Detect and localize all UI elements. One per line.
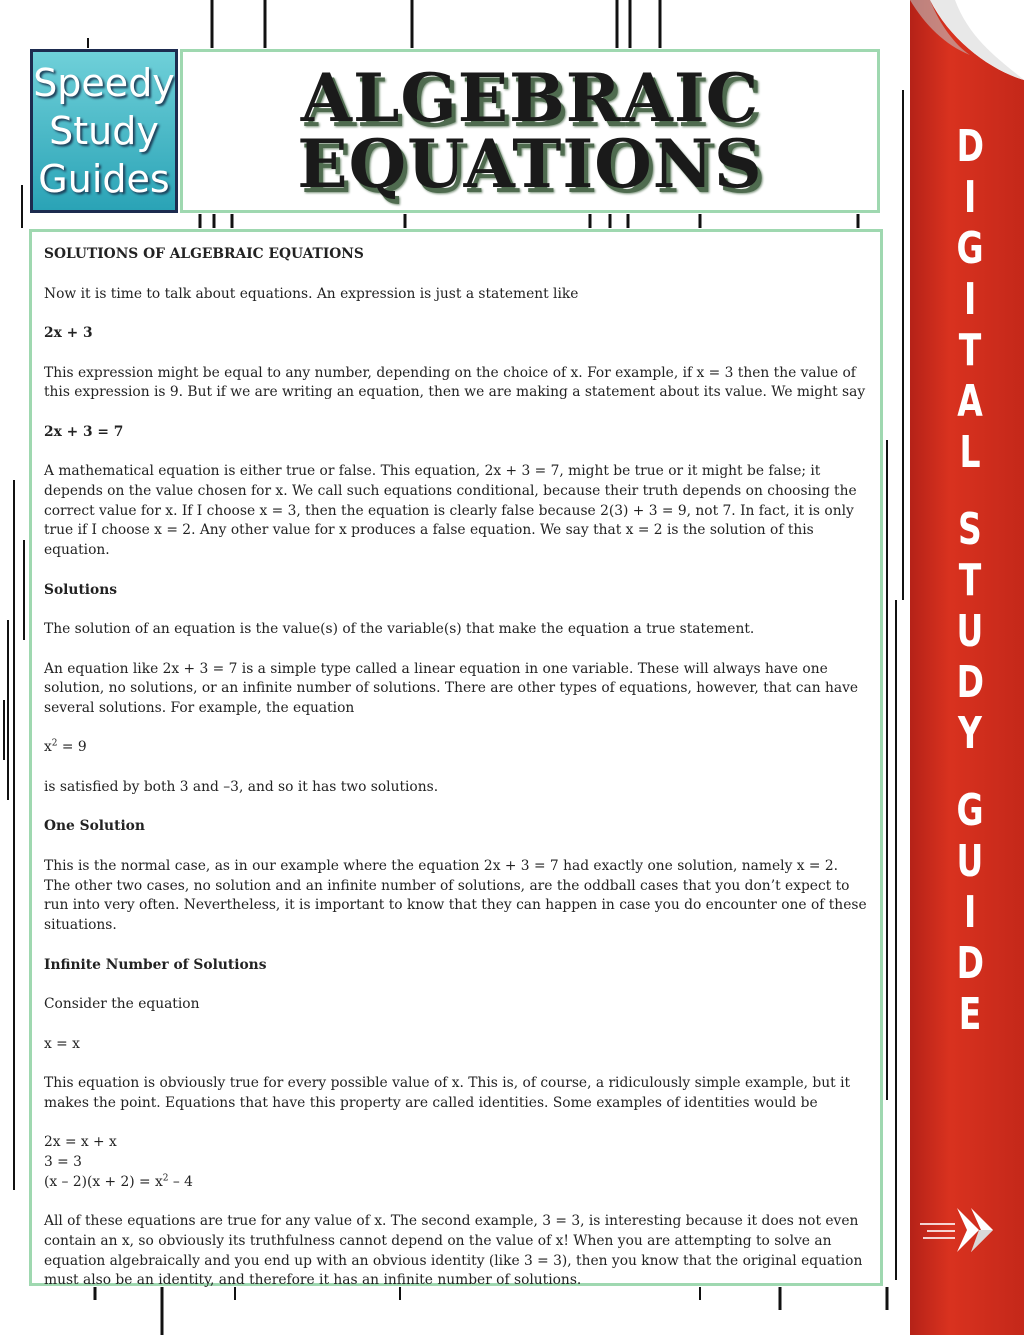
spine-letter: E <box>958 989 982 1040</box>
subheading-infinite-solutions: Infinite Number of Solutions <box>44 956 267 973</box>
speedy-arrow-icon <box>915 1200 1005 1260</box>
spine-letter: G <box>956 785 984 836</box>
equation: x = x <box>44 1035 80 1052</box>
spine-letter: G <box>956 223 984 274</box>
identity: 3 = 3 <box>44 1153 82 1170</box>
subheading-one-solution: One Solution <box>44 818 145 835</box>
identity <box>44 1173 868 1193</box>
spine-letter: A <box>957 376 983 427</box>
spine-letter: U <box>956 836 984 887</box>
paragraph: An equation like 2x + 3 = 7 is a simple type called a linear equation in one variable. These will always have one solution, no solutions, or an infinite number of solutions. There are other types of equations, however, that can have several solutions. For example, the equation <box>44 660 859 716</box>
spine-letter: I <box>963 172 977 223</box>
title-banner <box>180 49 880 213</box>
spine-letter: T <box>958 555 982 606</box>
logo-line-1: Speedy <box>33 61 175 105</box>
paragraph: Consider the equation <box>44 996 200 1013</box>
spine-letter: I <box>963 274 977 325</box>
paragraph: All of these equations are true for any value of x. The second example, 3 = 3, is interesting because it does not even contain an x, so obviously its truthfulness cannot depend on the value of x! When you are attempting to solve an equation algebraically and you end up with an obvious identity (like 3 = 3), then you know that the original equation must also be an identity, and therefore it has an infinite number of solutions. <box>44 1213 863 1289</box>
title-line-1: ALGEBRAIC <box>300 59 760 137</box>
identity: 2x = x + x <box>44 1134 117 1151</box>
identity-exponent: 2 <box>162 1173 169 1184</box>
paragraph: The solution of an equation is the value(s) of the variable(s) that make the equation a true statement. <box>44 621 755 638</box>
spine-letter: D <box>956 657 984 708</box>
page-curl-icon <box>910 0 1024 90</box>
eq-exponent: 2 <box>51 738 58 749</box>
spine-letter: D <box>956 938 984 989</box>
logo-line-2: Study <box>49 109 159 153</box>
speedy-study-guides-logo <box>30 49 178 213</box>
spine-word <box>952 122 989 479</box>
spine-vertical-text <box>940 122 1000 1041</box>
section-heading: SOLUTIONS OF ALGEBRAIC EQUATIONS <box>44 246 364 262</box>
logo-line-3: Guides <box>38 157 170 201</box>
paragraph: This expression might be equal to any number, depending on the choice of x. For example, if x = 3 then the value of this expression is 9. But if we are writing an equation, then we are making a statement about its value. We might say <box>44 364 866 401</box>
paragraph: This is the normal case, as in our example where the equation 2x + 3 = 7 had exactly one solution, namely x = 2. The other two cases, no solution and an infinite number of solutions, are the oddball cases that you don’t expect to run into very often. Nevertheless, it is important to know that they can happen in case you do encounter one of these situations. <box>44 857 867 934</box>
equation: 2x + 3 = 7 <box>44 423 124 440</box>
equation: 2x + 3 <box>44 325 93 341</box>
identity-part: (x – 2)(x + 2) = x <box>44 1173 163 1190</box>
paragraph: A mathematical equation is either true or false. This equation, 2x + 3 = 7, might be true or it might be false; it depends on the value chosen for x. We call such equations conditional, because their truth depends on choosing the correct value for x. If I choose x = 3, then the equation is clearly false because 2(3) + 3 = 9, not 7. In fact, it is only true if I choose x = 2. Any other value for x produces a false equation. We say that x = 2 is the solution of this equation. <box>44 463 857 559</box>
title-line-2: EQUATIONS <box>297 125 763 203</box>
spine-word <box>952 786 989 1041</box>
paragraph: This equation is obviously true for every possible value of x. This is, of course, a ridiculously simple example, but it makes the point. Equations that have this property are called identities. Some examples of identities would be <box>44 1075 851 1111</box>
spine-letter: Y <box>958 708 982 759</box>
spine-letter: I <box>963 887 977 938</box>
spine-letter: D <box>956 121 984 172</box>
identity-part: – 4 <box>168 1173 193 1190</box>
subheading-solutions: Solutions <box>44 581 118 598</box>
spine-letter: T <box>958 325 982 376</box>
spine-letter: L <box>959 427 981 478</box>
paragraph: Now it is time to talk about equations. An expression is just a statement like <box>44 285 579 302</box>
equation-x-squared <box>44 738 868 758</box>
spine-word <box>952 505 989 760</box>
eq-rest: = 9 <box>57 739 87 756</box>
eq-base: x <box>44 739 52 756</box>
spine-letter: U <box>956 606 984 657</box>
spine-letter: S <box>958 504 982 555</box>
content-panel <box>29 229 883 1289</box>
paragraph: is satisfied by both 3 and –3, and so it has two solutions. <box>44 778 439 795</box>
